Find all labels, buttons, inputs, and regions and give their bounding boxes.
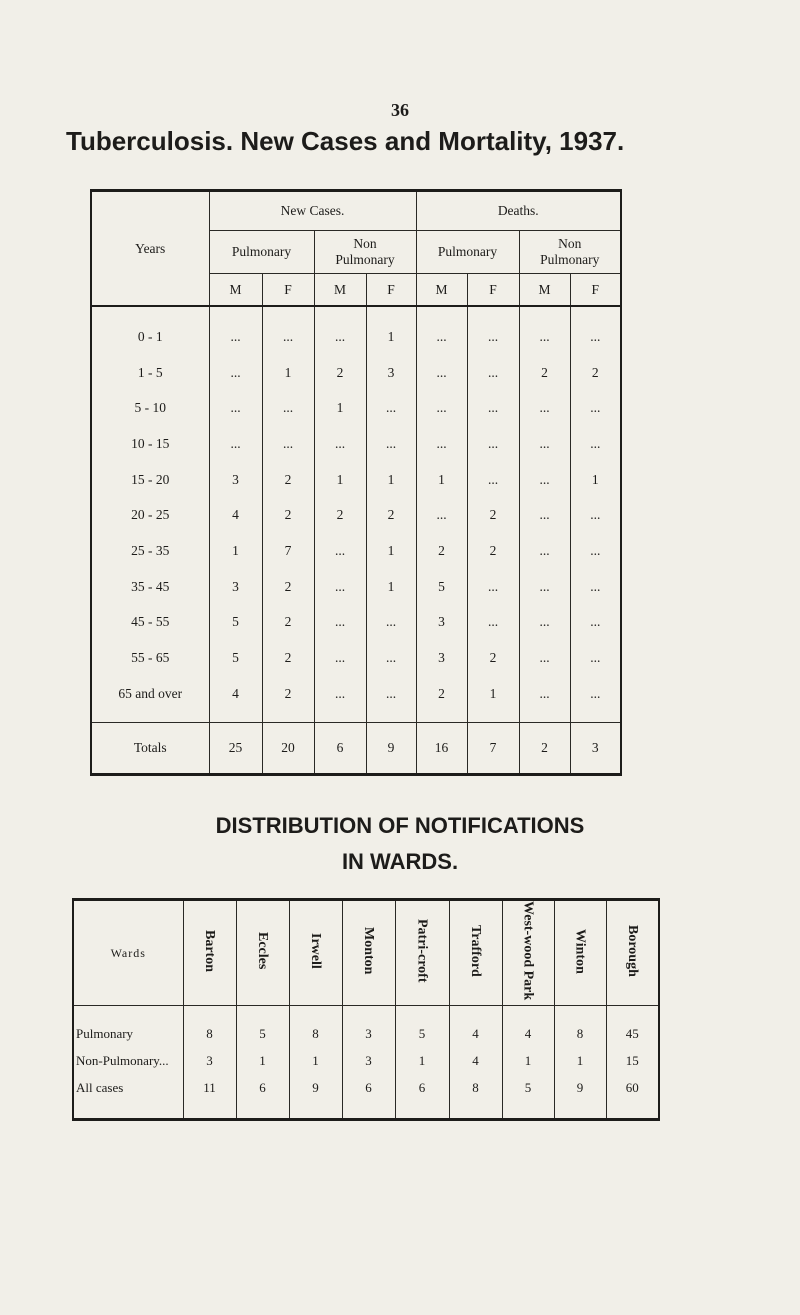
table-row — [91, 319, 621, 355]
age-group-label: 0 - 1 — [91, 319, 209, 355]
table-cell: ... — [366, 605, 416, 641]
ward-name: Borough — [624, 925, 640, 977]
table-cell: 2 — [416, 676, 467, 712]
table-cell: 5 — [209, 640, 262, 676]
table-cell: ... — [209, 355, 262, 391]
age-group-label: 65 and over — [91, 676, 209, 712]
age-group-label: 25 - 35 — [91, 533, 209, 569]
ward-row — [73, 1047, 659, 1074]
total-cell: 9 — [366, 722, 416, 774]
table-cell: ... — [366, 390, 416, 426]
table-row — [91, 676, 621, 712]
table-cell: 1 — [262, 355, 314, 391]
ward-column-header — [554, 900, 606, 1006]
ward-column-header — [395, 900, 449, 1006]
table-cell: ... — [519, 462, 570, 498]
wards-table — [72, 898, 660, 1121]
table-cell: ... — [416, 319, 467, 355]
total-cell: 2 — [519, 722, 570, 774]
table-cell: ... — [314, 676, 366, 712]
ward-cell: 9 — [289, 1074, 342, 1120]
table-cell: ... — [467, 390, 519, 426]
tuberculosis-table — [90, 189, 622, 776]
age-group-label: 1 - 5 — [91, 355, 209, 391]
table-cell: ... — [519, 426, 570, 462]
table-cell: ... — [314, 605, 366, 641]
table-cell: ... — [570, 569, 621, 605]
table-cell: ... — [519, 319, 570, 355]
wards-header: Wards — [73, 900, 183, 1006]
table-cell: ... — [570, 533, 621, 569]
new-cases-header: New Cases. — [209, 191, 416, 231]
table-cell: ... — [314, 533, 366, 569]
table-cell: ... — [416, 497, 467, 533]
table-cell: ... — [519, 676, 570, 712]
table-row — [91, 390, 621, 426]
table-cell: 1 — [314, 462, 366, 498]
table-cell: 2 — [262, 605, 314, 641]
total-cell: 6 — [314, 722, 366, 774]
ward-cell: 3 — [183, 1047, 236, 1074]
table-cell: ... — [467, 605, 519, 641]
table-cell: ... — [519, 497, 570, 533]
deaths-header: Deaths. — [416, 191, 621, 231]
ward-row — [73, 1020, 659, 1047]
table-cell: ... — [570, 605, 621, 641]
table-cell: ... — [519, 640, 570, 676]
ward-cell: 45 — [606, 1020, 659, 1047]
ward-cell: 1 — [395, 1047, 449, 1074]
ward-cell: 3 — [342, 1047, 395, 1074]
table-cell: ... — [262, 319, 314, 355]
table-cell: ... — [519, 533, 570, 569]
ward-row — [73, 1074, 659, 1120]
ward-cell: 1 — [554, 1047, 606, 1074]
age-group-label: 15 - 20 — [91, 462, 209, 498]
table-cell: 1 — [416, 462, 467, 498]
table-cell: ... — [314, 426, 366, 462]
ward-cell: 6 — [236, 1074, 289, 1120]
table-cell: ... — [314, 569, 366, 605]
table-cell: 5 — [209, 605, 262, 641]
ward-column-header — [606, 900, 659, 1006]
table-row — [91, 497, 621, 533]
table-cell: ... — [467, 319, 519, 355]
years-header: Years — [91, 191, 209, 307]
ward-cell: 9 — [554, 1074, 606, 1120]
total-cell: 20 — [262, 722, 314, 774]
distribution-title-line-1: DISTRIBUTION OF NOTIFICATIONS — [215, 813, 585, 838]
ward-name: Winton — [572, 928, 588, 974]
table-cell: ... — [314, 640, 366, 676]
sex-f-header: F — [262, 274, 314, 307]
table-cell: 5 — [416, 569, 467, 605]
new-pulmonary-header: Pulmonary — [209, 231, 314, 274]
distribution-title — [0, 808, 800, 880]
table-cell: ... — [467, 355, 519, 391]
table-cell: 1 — [314, 390, 366, 426]
ward-cell: 6 — [342, 1074, 395, 1120]
table-cell: 2 — [366, 497, 416, 533]
total-cell: 7 — [467, 722, 519, 774]
table-cell: ... — [467, 462, 519, 498]
table-cell: ... — [570, 390, 621, 426]
ward-cell: 8 — [289, 1020, 342, 1047]
table-row — [91, 605, 621, 641]
ward-cell: 4 — [502, 1020, 554, 1047]
table-cell: ... — [570, 497, 621, 533]
ward-column-header — [342, 900, 395, 1006]
table-cell: 3 — [416, 640, 467, 676]
table-cell: ... — [366, 676, 416, 712]
table-cell: 3 — [209, 569, 262, 605]
sex-f-header: F — [366, 274, 416, 307]
ward-cell: 1 — [289, 1047, 342, 1074]
age-group-label: 55 - 65 — [91, 640, 209, 676]
ward-name: Barton — [202, 930, 217, 972]
table-cell: 4 — [209, 676, 262, 712]
total-cell: 3 — [570, 722, 621, 774]
table-cell: ... — [467, 426, 519, 462]
table-cell: 2 — [314, 355, 366, 391]
total-cell: 16 — [416, 722, 467, 774]
ward-name: Patri-croft — [414, 919, 430, 983]
table-cell: 2 — [262, 640, 314, 676]
table-cell: 1 — [467, 676, 519, 712]
ward-row-label: All cases — [73, 1074, 183, 1120]
table-cell: 1 — [366, 533, 416, 569]
table-cell: ... — [519, 390, 570, 426]
age-group-label: 35 - 45 — [91, 569, 209, 605]
table-cell: ... — [570, 676, 621, 712]
table-cell: ... — [366, 426, 416, 462]
ward-cell: 5 — [236, 1020, 289, 1047]
table-cell: ... — [314, 319, 366, 355]
sex-m-header: M — [209, 274, 262, 307]
total-cell: 25 — [209, 722, 262, 774]
new-non-pulmonary-header: Non Pulmonary — [314, 231, 416, 274]
table-cell: ... — [209, 319, 262, 355]
ward-cell: 60 — [606, 1074, 659, 1120]
table-cell: ... — [262, 390, 314, 426]
table-cell: 1 — [366, 569, 416, 605]
sex-m-header: M — [314, 274, 366, 307]
ward-column-header — [236, 900, 289, 1006]
ward-cell: 15 — [606, 1047, 659, 1074]
table-cell: 1 — [570, 462, 621, 498]
ward-column-header — [289, 900, 342, 1006]
ward-cell: 5 — [502, 1074, 554, 1120]
table-cell: 2 — [467, 640, 519, 676]
table-cell: 1 — [209, 533, 262, 569]
ward-name: West-wood Park — [520, 901, 536, 1001]
table-cell: ... — [366, 640, 416, 676]
table-cell: 3 — [209, 462, 262, 498]
ward-name: Monton — [361, 927, 376, 975]
table-row — [91, 426, 621, 462]
table-cell: 2 — [467, 497, 519, 533]
sex-m-header: M — [416, 274, 467, 307]
ward-column-header — [449, 900, 502, 1006]
ward-cell: 4 — [449, 1020, 502, 1047]
ward-cell: 6 — [395, 1074, 449, 1120]
table-cell: ... — [467, 569, 519, 605]
ward-cell: 1 — [502, 1047, 554, 1074]
table-cell: ... — [262, 426, 314, 462]
ward-cell: 8 — [183, 1020, 236, 1047]
ward-name: Irwell — [308, 933, 323, 969]
death-non-pulmonary-header: Non Pulmonary — [519, 231, 621, 274]
table-cell: 2 — [467, 533, 519, 569]
sex-f-header: F — [467, 274, 519, 307]
table-cell: 1 — [366, 462, 416, 498]
ward-cell: 5 — [395, 1020, 449, 1047]
table-cell: ... — [209, 390, 262, 426]
table-cell: 1 — [366, 319, 416, 355]
death-pulmonary-header: Pulmonary — [416, 231, 519, 274]
ward-name: Eccles — [255, 932, 270, 970]
table-row — [91, 533, 621, 569]
ward-cell: 3 — [342, 1020, 395, 1047]
table-cell: 4 — [209, 497, 262, 533]
ward-cell: 11 — [183, 1074, 236, 1120]
distribution-title-line-2: IN WARDS. — [341, 849, 459, 874]
table-cell: ... — [416, 390, 467, 426]
table-cell: ... — [209, 426, 262, 462]
sex-f-header: F — [570, 274, 621, 307]
table-cell: 2 — [262, 462, 314, 498]
table-cell: 3 — [366, 355, 416, 391]
table-row — [91, 569, 621, 605]
ward-column-header — [502, 900, 554, 1006]
age-group-label: 45 - 55 — [91, 605, 209, 641]
totals-label: Totals — [91, 722, 209, 774]
age-group-label: 20 - 25 — [91, 497, 209, 533]
table-cell: 2 — [519, 355, 570, 391]
ward-row-label: Non-Pulmonary... — [73, 1047, 183, 1074]
table-cell: 2 — [262, 676, 314, 712]
page-number: 36 — [391, 100, 409, 120]
table-row — [91, 355, 621, 391]
table-cell: 2 — [262, 569, 314, 605]
ward-cell: 4 — [449, 1047, 502, 1074]
sex-m-header: M — [519, 274, 570, 307]
table-cell: 2 — [314, 497, 366, 533]
ward-row-label: Pulmonary — [73, 1020, 183, 1047]
table-cell: ... — [570, 319, 621, 355]
table-cell: ... — [570, 426, 621, 462]
age-group-label: 10 - 15 — [91, 426, 209, 462]
table-cell: 3 — [416, 605, 467, 641]
table-cell: ... — [416, 355, 467, 391]
ward-cell: 8 — [449, 1074, 502, 1120]
table-cell: 7 — [262, 533, 314, 569]
table-cell: 2 — [416, 533, 467, 569]
ward-cell: 8 — [554, 1020, 606, 1047]
table-cell: ... — [416, 426, 467, 462]
table-cell: 2 — [262, 497, 314, 533]
ward-column-header — [183, 900, 236, 1006]
table-row — [91, 462, 621, 498]
table-row — [91, 640, 621, 676]
table-cell: ... — [519, 605, 570, 641]
table-cell: ... — [519, 569, 570, 605]
page-title: Tuberculosis. New Cases and Mortality, 1937. — [66, 126, 625, 156]
table-cell: ... — [570, 640, 621, 676]
table-cell: 2 — [570, 355, 621, 391]
ward-cell: 1 — [236, 1047, 289, 1074]
age-group-label: 5 - 10 — [91, 390, 209, 426]
ward-name: Trafford — [468, 925, 483, 977]
